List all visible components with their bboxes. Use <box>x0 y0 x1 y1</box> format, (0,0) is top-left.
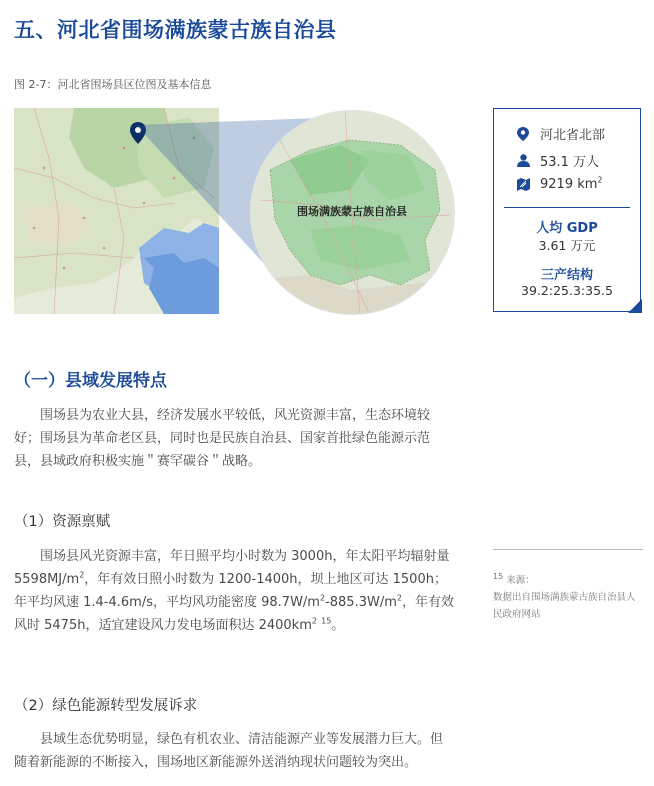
map-area-icon <box>516 178 530 192</box>
info-panel <box>493 108 641 312</box>
industry-label: 三产结构 <box>540 268 593 283</box>
subsection-heading-green-energy: （2）绿色能源转型发展诉求 <box>14 698 198 714</box>
person-icon <box>516 154 530 168</box>
population-text: 53.1 万人 <box>540 155 600 170</box>
area-text: 9219 km <box>540 177 598 192</box>
green-energy-paragraph: 县域生态优势明显，绿色有机农业、清洁能源产业等发展潜力巨大。但随着新能源的不断接入，围场地区新能源外送消纳现状问题较为突出。 <box>14 732 444 770</box>
info-population <box>516 151 599 170</box>
footnote: $^{15}$ 来源： 数据出自围场满族蒙古族自治县人民政府网站 <box>493 571 636 620</box>
area-sup: 2 <box>597 175 603 185</box>
figure-caption: 图 2-7：河北省围场县区位图及基本信息 <box>14 78 212 91</box>
section-heading: （一）县域发展特点 <box>14 371 167 391</box>
footnote-ref: 15 <box>321 616 332 626</box>
location-text: 河北省北部 <box>540 128 606 143</box>
info-location <box>516 124 605 143</box>
location-pin-icon <box>516 127 530 141</box>
industry-value: 39.2:25.3:35.5 <box>521 283 613 298</box>
footnote-divider <box>493 549 643 550</box>
county-label: 围场满族蒙古族自治县 <box>297 205 407 218</box>
corner-accent <box>628 299 642 313</box>
gdp-value: 3.61 万元 <box>538 238 596 253</box>
info-divider <box>504 207 630 208</box>
resources-paragraph: 围场县风光资源丰富，年日照平均小时数为 3000h，年太阳平均辐射量 $5598MJ/m^2$，年有效日照小时数为 1200-1400h，坝上地区可达 1500h；年平均风速 1.4-4.6m/s，平均风功能密度 $98.7W/m^2-885.3W/m^2$，年有效风时 5475h，适宜建设风力发电场面积达 $2400km^2$ $^{15}$。 <box>14 549 454 633</box>
subsection-heading-resources: （1）资源禀赋 <box>14 514 111 530</box>
page-title: 五、河北省围场满族蒙古族自治县 <box>14 18 337 42</box>
gdp-label: 人均 GDP <box>536 221 598 236</box>
info-area <box>516 177 603 192</box>
section-paragraph: 围场县为农业大县，经济发展水平较低，风光资源丰富，生态环境较好；围场县为革命老区县，同时也是民族自治县、国家首批绿色能源示范县，县域政府积极实施＂赛罕碳谷＂战略。 <box>14 408 431 469</box>
